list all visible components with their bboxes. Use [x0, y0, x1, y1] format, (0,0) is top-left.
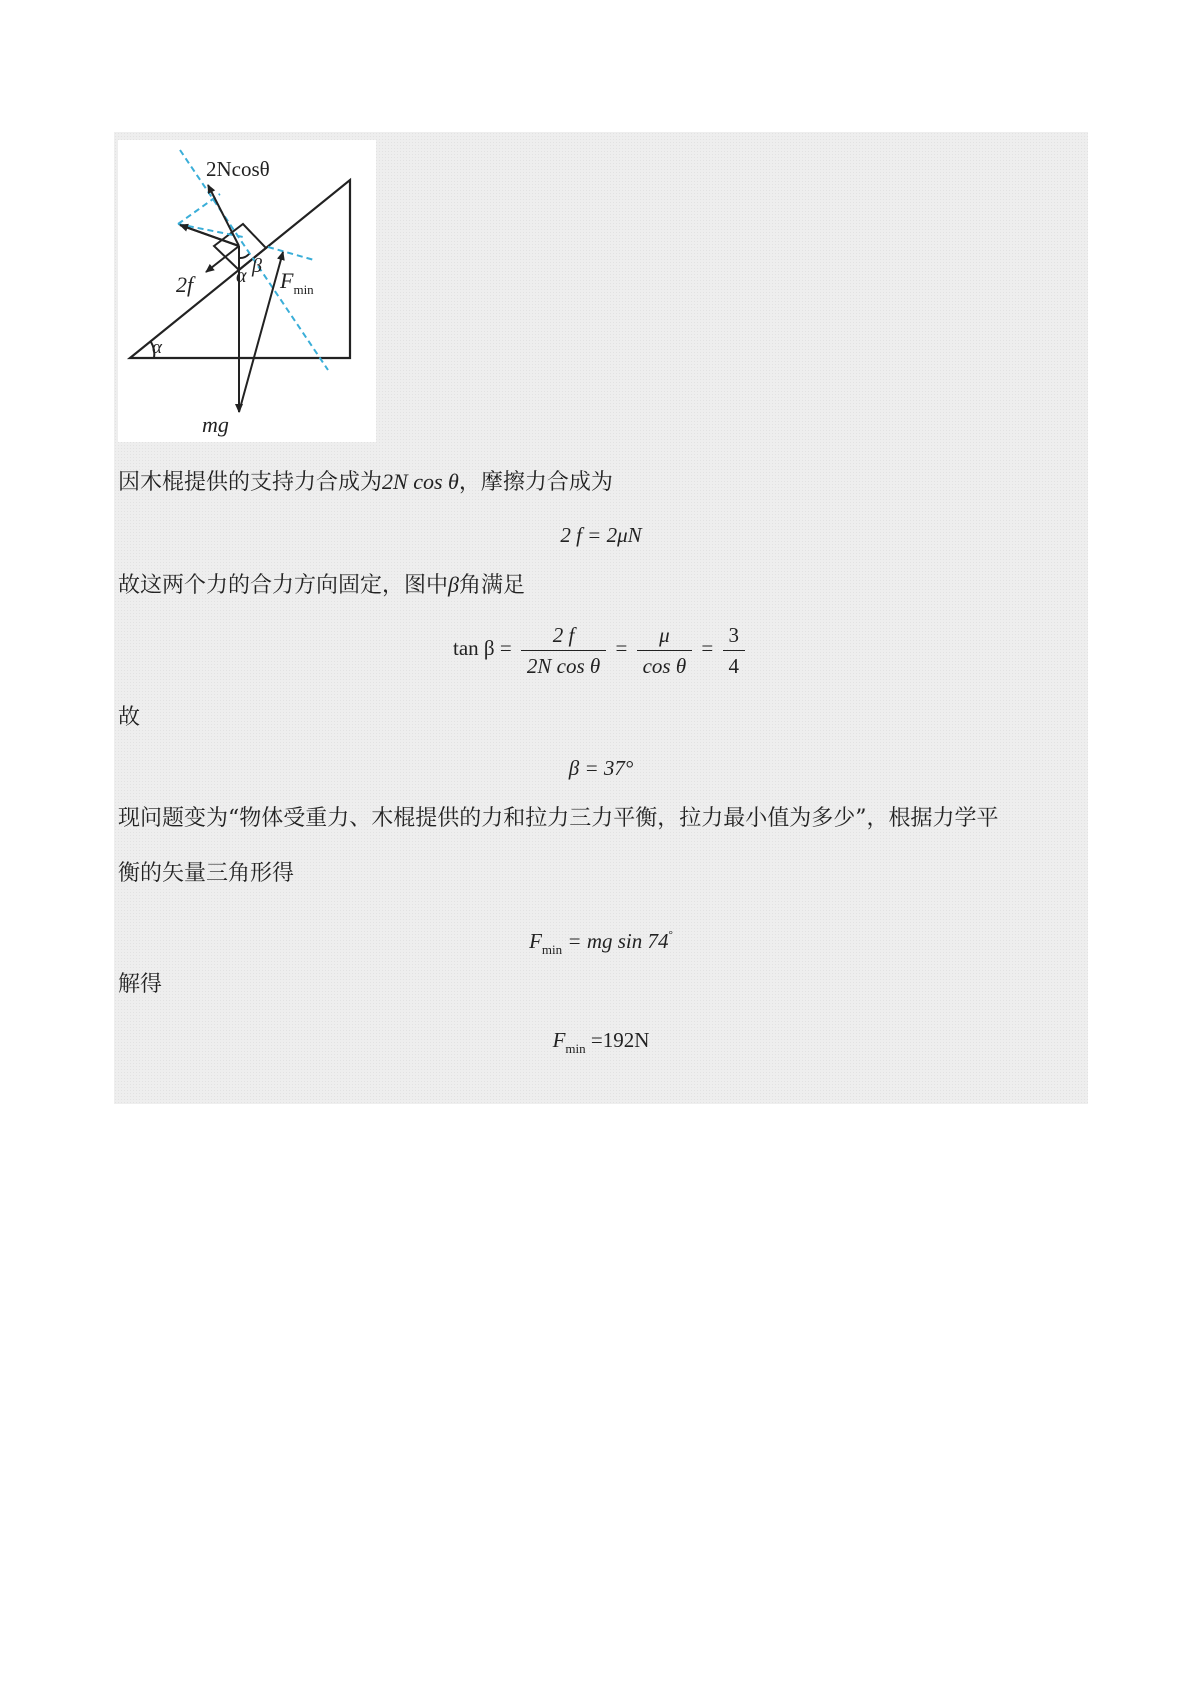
- p2-beta: β: [448, 572, 459, 597]
- solution-panel: [114, 132, 1088, 1104]
- label-weight: mg: [202, 412, 229, 437]
- p1-text-a: 因木棍提供的支持力合成为: [118, 470, 383, 495]
- paragraph-beta-condition: [118, 570, 525, 601]
- equation-friction: 2 f = 2μN: [560, 523, 642, 547]
- paragraph-problem-restatement-2: 衡的矢量三角形得: [118, 861, 295, 886]
- eq2-lhs: tan β =: [452, 636, 512, 660]
- label-friction: 2f: [176, 272, 194, 297]
- force-diagram: [118, 140, 376, 442]
- label-beta: β: [252, 255, 262, 277]
- equation-tan-beta: [114, 618, 1088, 679]
- label-alpha-small: α: [236, 265, 247, 287]
- eq2-fraction-2: $\frac{\mu}{\text{cos θ}}$: [637, 622, 693, 679]
- paragraph-therefore: 故: [118, 705, 141, 730]
- force-diagram-svg: [118, 140, 376, 442]
- p1-text-b: ，摩擦力合成为: [458, 470, 613, 495]
- friction-force-arrow: [206, 246, 239, 272]
- eq2-equals-2: =: [701, 636, 714, 660]
- eq2-fraction-1: $\frac{2 f}{\text{2N cos θ}}$: [521, 622, 606, 679]
- equation-fmin-expression: $F_{min}$ = mg sin 74°: [529, 929, 673, 957]
- label-normal: 2Ncosθ: [206, 157, 270, 181]
- paragraph-solve: 解得: [118, 972, 163, 997]
- p2-text-a: 故这两个力的合力方向固定，图中: [118, 573, 449, 598]
- paragraph-support-force: [118, 467, 613, 498]
- equation-fmin-result: $F_{min} =192N$: [552, 1028, 650, 1056]
- label-fmin: $F_{min}$: [280, 268, 314, 297]
- alpha-arc: [239, 254, 249, 258]
- p2-text-b: 角满足: [458, 573, 525, 598]
- eq2-equals-1: =: [615, 636, 628, 660]
- eq2-fraction-3: $\frac{3}{4}$: [723, 622, 746, 679]
- label-incline-angle: α: [152, 337, 162, 358]
- p1-math: 2N cos θ: [382, 469, 459, 494]
- equation-beta-value: β = 37°: [568, 756, 634, 780]
- paragraph-problem-restatement-1: 现问题变为“物体受重力、木棍提供的力和拉力三力平衡，拉力最小值为多少”，根据力学平: [118, 806, 999, 831]
